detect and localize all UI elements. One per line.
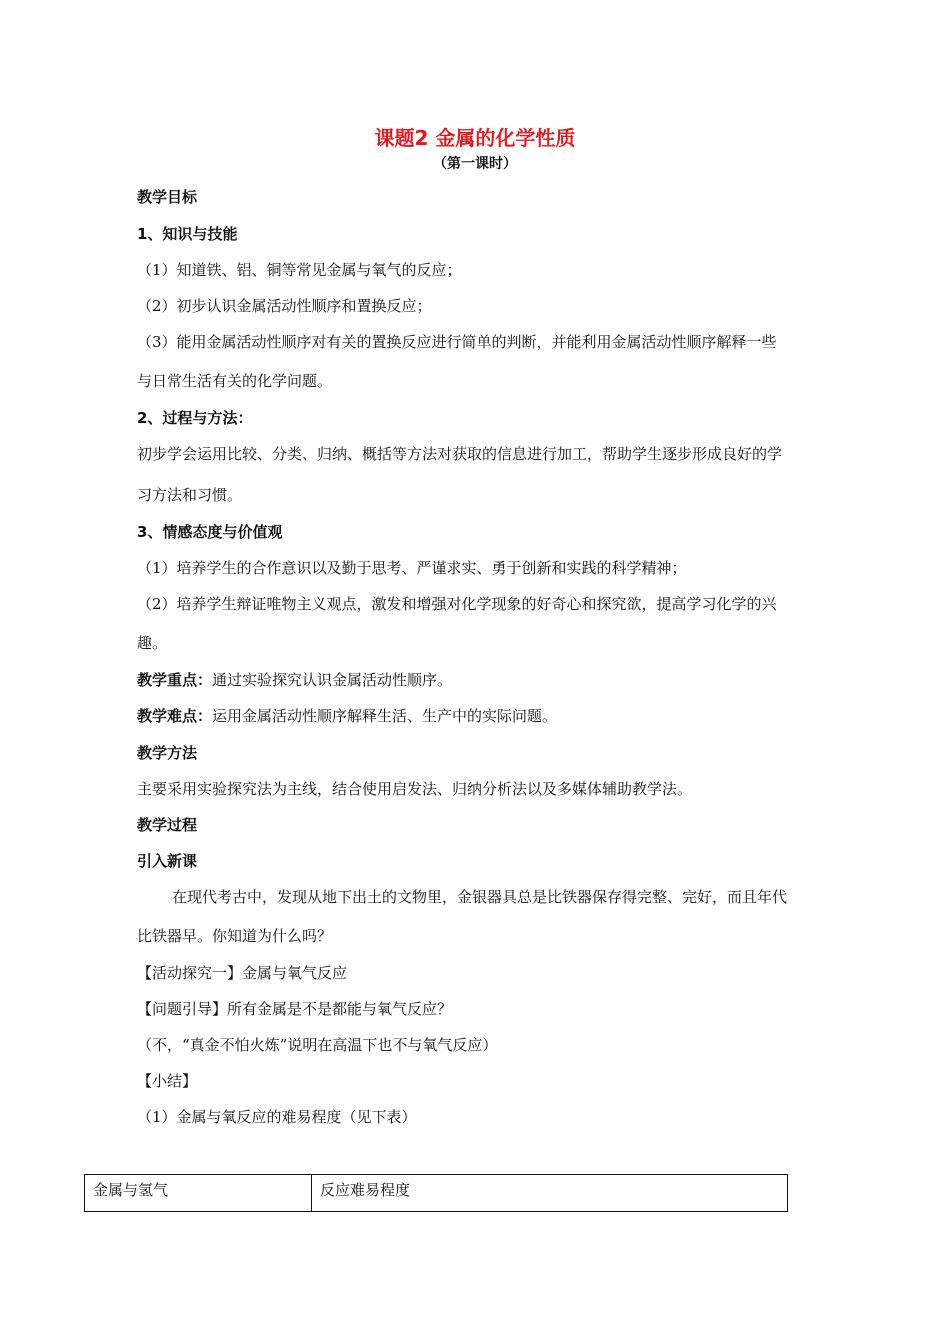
method-text: 主要采用实验探究法为主线，结合使用启发法、归纳分析法以及多媒体辅助教学法。: [137, 780, 693, 798]
emotion-item-2: （2）培养学生辩证唯物主义观点，激发和增强对化学现象的好奇心和探究欲，提高学习化学的兴: [137, 595, 777, 613]
page-title: 课题2 金属的化学性质: [374, 126, 576, 150]
intro-line-2: 比铁器早。你知道为什么吗？: [137, 927, 333, 945]
table-row: [85, 1175, 788, 1212]
answer-line: （不，“真金不怕火炼”说明在高温下也不与氧气反应）: [137, 1036, 498, 1054]
process-line-2: 习方法和习惯。: [137, 486, 243, 504]
process-line-1: 初步学会运用比较、分类、归纳、概括等方法对获取的信息进行加工，帮助学生逐步形成良好的学: [137, 445, 783, 463]
summary-item: （1）金属与氧反应的难易程度（见下表）: [137, 1108, 417, 1126]
intro-heading: 引入新课: [137, 852, 198, 870]
key-point-label: 教学重点：: [137, 671, 213, 689]
emotion-item-2-cont: 趣。: [137, 634, 168, 652]
difficulty-label: 教学难点：: [137, 707, 213, 725]
difficulty-text: 运用金属活动性顺序解释生活、生产中的实际问题。: [212, 707, 558, 725]
difficulty: [137, 706, 557, 726]
emotion-item-1: （1）培养学生的合作意识以及勤于思考、严谨求实、勇于创新和实践的科学精神；: [137, 559, 687, 577]
page-subtitle: （第一课时）: [433, 156, 517, 172]
knowledge-item-2: （2）初步认识金属活动性顺序和置换反应；: [137, 297, 432, 315]
knowledge-item-3: （3）能用金属活动性顺序对有关的置换反应进行简单的判断，并能利用金属活动性顺序解释一些: [137, 333, 777, 351]
question-line: 【问题引导】所有金属是不是都能与氧气反应？: [137, 1000, 453, 1018]
key-point-text: 通过实验探究认识金属活动性顺序。: [212, 671, 453, 689]
reaction-table: [84, 1174, 788, 1212]
knowledge-item-3-cont: 与日常生活有关的化学问题。: [137, 372, 333, 390]
objectives-heading: 教学目标: [137, 188, 198, 206]
table-header-metal: 金属与氢气: [85, 1175, 312, 1212]
process-heading: 2、过程与方法：: [137, 409, 253, 427]
method-heading: 教学方法: [137, 744, 198, 762]
process-section-heading: 教学过程: [137, 816, 198, 834]
key-point: [137, 670, 452, 690]
intro-line-1: 在现代考古中，发现从地下出土的文物里，金银器具总是比铁器保存得完整、完好，而且年代: [172, 888, 788, 906]
summary-heading: 【小结】: [137, 1072, 198, 1090]
knowledge-item-1: （1）知道铁、铝、铜等常见金属与氧气的反应；: [137, 261, 462, 279]
activity-line: 【活动探究一】金属与氧气反应: [137, 964, 348, 982]
table-header-difficulty: 反应难易程度: [312, 1175, 788, 1212]
emotion-heading: 3、情感态度与价值观: [137, 523, 283, 541]
knowledge-heading: 1、知识与技能: [137, 225, 238, 243]
